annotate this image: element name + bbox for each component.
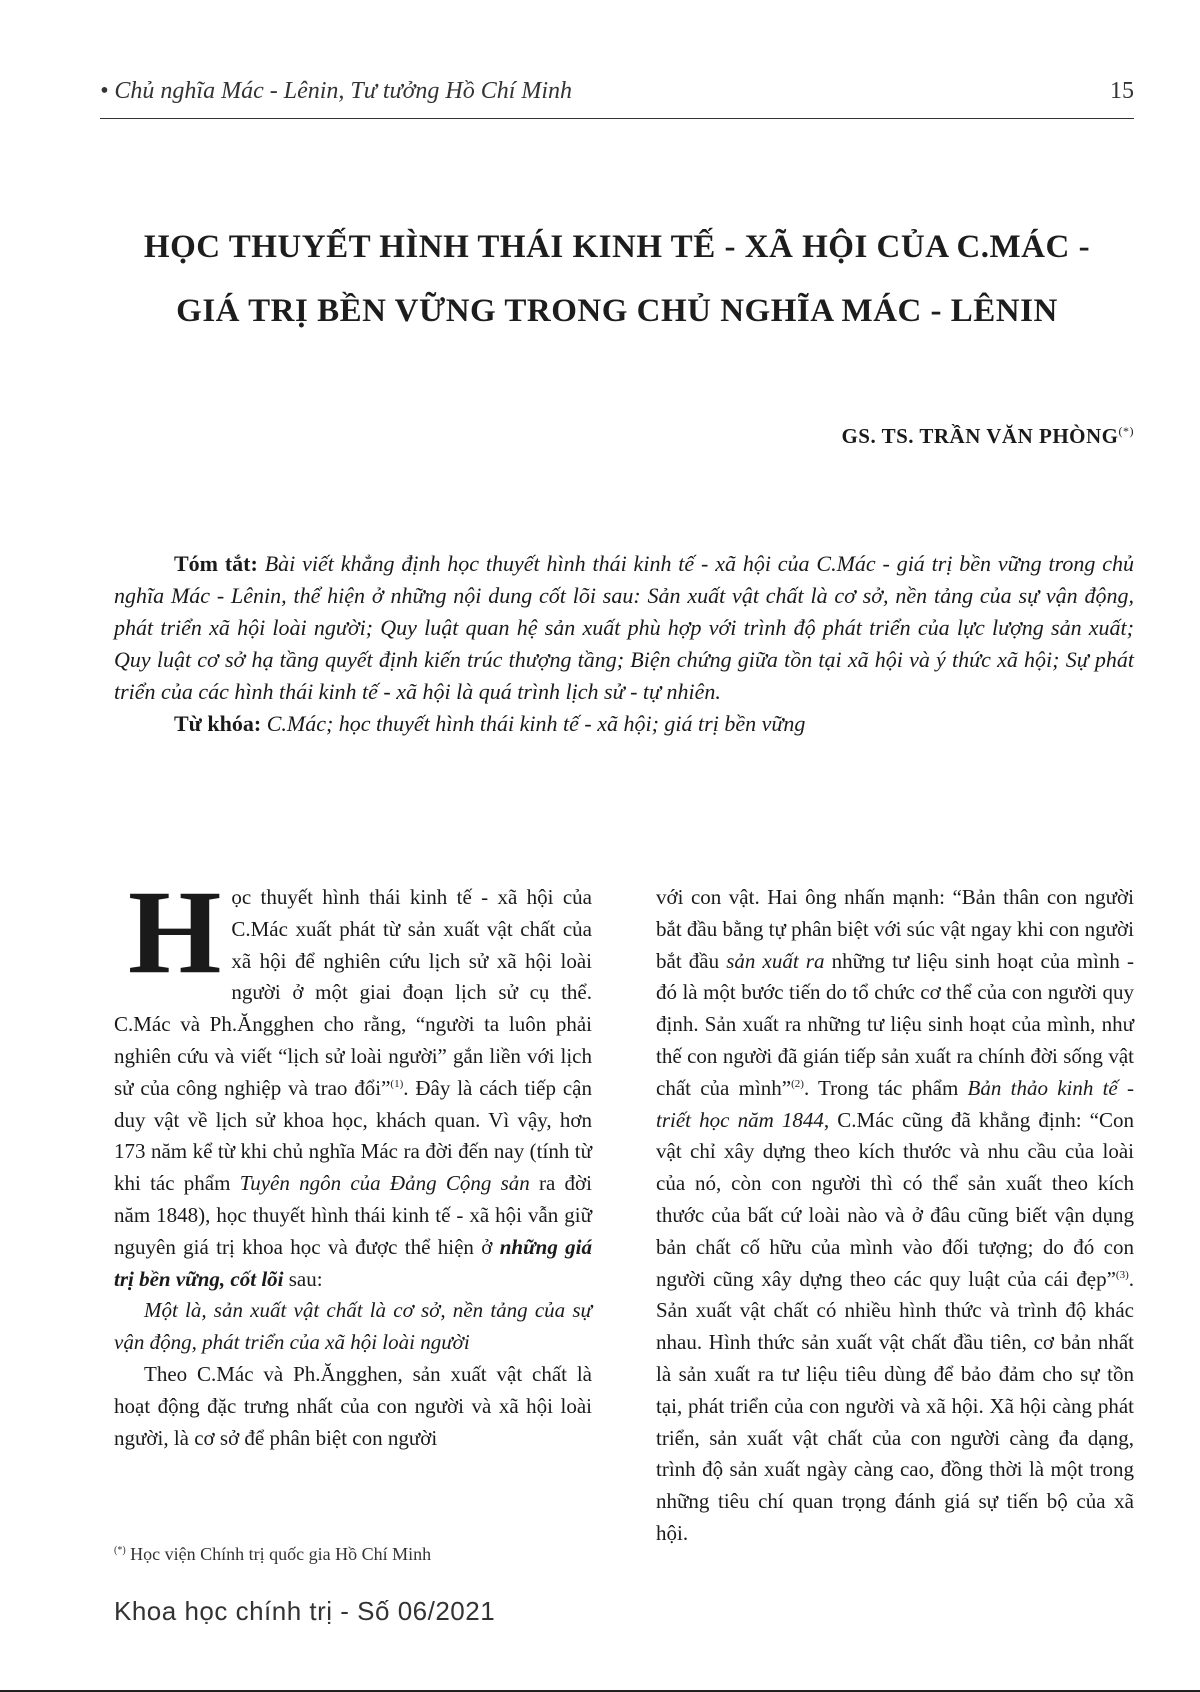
text-run: ọc thuyết hình thái kinh tế - xã hội của C.Mác xuất phát từ sản xuất vật chất của xã hội để nghiên cứu lịch sử xã hội loài người ở một giai đoạn lịch sử cụ thể. C.Mác và Ph.Ăngghen cho rằng, “người ta luôn phải nghiên cứu và viết “lịch sử loài người” gắn liền với lịch sử của công nghiệp và trao đổi”	[114, 885, 592, 1100]
body-paragraph	[656, 882, 1134, 1550]
body-column-left	[114, 865, 592, 1454]
abstract-text: Bài viết khẳng định học thuyết hình thái kinh tế - xã hội của C.Mác - giá trị bền vững trong chủ nghĩa Mác - Lênin, thể hiện ở những nội dung cốt lõi sau: Sản xuất vật chất là cơ sở, nền tảng của sự vận động, phát triển xã hội loài người; Quy luật quan hệ sản xuất phù hợp với trình độ phát triển của lực lượng sản xuất; Quy luật cơ sở hạ tầng quyết định kiến trúc thượng tầng; Biện chứng giữa tồn tại xã hội và ý thức xã hội; Sự phát triển của các hình thái kinh tế - xã hội là quá trình lịch sử - tự nhiên.	[114, 551, 1135, 704]
text-run: . Đây là cách tiếp cận duy vật về lịch sử khoa học, khách quan. Vì vậy, hơn 173 năm kể từ khi chủ nghĩa Mác ra đời đến nay (tính từ khi tác phẩm	[114, 1075, 592, 1196]
abstract	[114, 548, 1134, 740]
text-run: . Sản xuất vật chất có nhiều hình thức và trình độ khác nhau. Hình thức sản xuất vật chất đầu tiên, cơ bản nhất là sản xuất ra tư liệu tiêu dùng để bảo đảm cho sự tồn tại, phát triển của con người và xã hội. Xã hội càng phát triển, sản xuất vật chất của con người càng đa dạng, trình độ sản xuất ngày càng cao, đồng thời là một trong những tiêu chí quan trọng đánh giá sự tiến bộ của xã hội.	[656, 1266, 1134, 1545]
section-heading-1: Một là, sản xuất vật chất là cơ sở, nền tảng của sự vận động, phát triển của xã hội loài người	[114, 1298, 592, 1355]
text-run: , C.Mác cũng đã khẳng định: “Con vật chỉ xây dựng theo kích thước và nhu cầu của loài của nó, còn con người thì có thể sản xuất theo kích thước của bất cứ loài nào và ở đâu cũng biết vận dụng bản chất cố hữu của mình vào đối tượng; do đó con người cũng xây dựng theo các quy luật của cái đẹp”	[656, 1107, 1135, 1291]
author-affiliation-footnote	[114, 1544, 592, 1565]
drop-cap: H	[128, 865, 222, 998]
running-header	[100, 78, 1134, 105]
footnote-text: Học viện Chính trị quốc gia Hồ Chí Minh	[125, 1544, 432, 1564]
footnote-ref-2: (2)	[791, 1077, 804, 1090]
abstract-paragraph	[114, 548, 1134, 708]
book-title: Bản thảo kinh tế - triết học năm 1844	[656, 1075, 1134, 1132]
article-title	[100, 215, 1134, 343]
footnote-mark: (*)	[114, 1545, 126, 1556]
header-divider	[100, 118, 1134, 119]
book-title: Tuyên ngôn của Đảng Cộng sản	[239, 1171, 530, 1196]
body-paragraph: Theo C.Mác và Ph.Ăngghen, sản xuất vật chất là hoạt động đặc trưng nhất của con người và xã hội loài người, là cơ sở để phân biệt con người	[114, 1361, 592, 1450]
keywords-text: C.Mác; học thuyết hình thái kinh tế - xã hội; giá trị bền vững	[266, 711, 806, 736]
text-run: sau:	[283, 1266, 323, 1291]
text-run: ra đời năm 1848), học thuyết hình thái kinh tế - xã hội vẫn giữ nguyên giá trị khoa học và được thể hiện ở	[114, 1171, 592, 1259]
emphasis-text: sản xuất ra	[726, 948, 825, 973]
footnote-ref-3: (3)	[1115, 1268, 1129, 1281]
author-line	[100, 424, 1134, 449]
intro-paragraph	[114, 865, 592, 1295]
keywords-label: Từ khóa:	[174, 711, 262, 736]
body-column-right	[656, 882, 1134, 1550]
section-title: • Chủ nghĩa Mác - Lênin, Tư tưởng Hồ Chí Minh	[100, 78, 573, 104]
journal-footer: Khoa học chính trị - Số 06/2021	[114, 1596, 496, 1626]
page-number: 15	[1110, 78, 1134, 104]
title-line-2: GIÁ TRỊ BỀN VỮNG TRONG CHỦ NGHĨA MÁC - LÊNIN	[176, 293, 1058, 329]
emphasis-text: những giá trị bền vững, cốt lõi	[114, 1234, 592, 1291]
author-footnote-mark: (*)	[1118, 424, 1134, 438]
abstract-label: Tóm tắt:	[174, 551, 258, 576]
author-name: GS. TS. TRẦN VĂN PHÒNG	[841, 424, 1119, 448]
footnote-ref-1: (1)	[390, 1077, 404, 1090]
text-run: những tư liệu sinh hoạt của mình - đó là một bước tiến do tổ chức cơ thể của con người quy định. Sản xuất ra những tư liệu sinh hoạt của mình, như thế con người đã gián tiếp sản xuất ra chính đời sống vật chất của mình”	[656, 948, 1134, 1100]
text-run: với con vật. Hai ông nhấn mạnh: “Bản thân con người bắt đầu bằng tự phân biệt với súc vật ngay khi con người bắt đầu	[656, 885, 1134, 973]
title-line-1: HỌC THUYẾT HÌNH THÁI KINH TẾ - XÃ HỘI CỦA C.MÁC -	[143, 229, 1091, 265]
text-run: . Trong tác phẩm	[803, 1075, 968, 1100]
keywords-paragraph	[114, 708, 1134, 740]
